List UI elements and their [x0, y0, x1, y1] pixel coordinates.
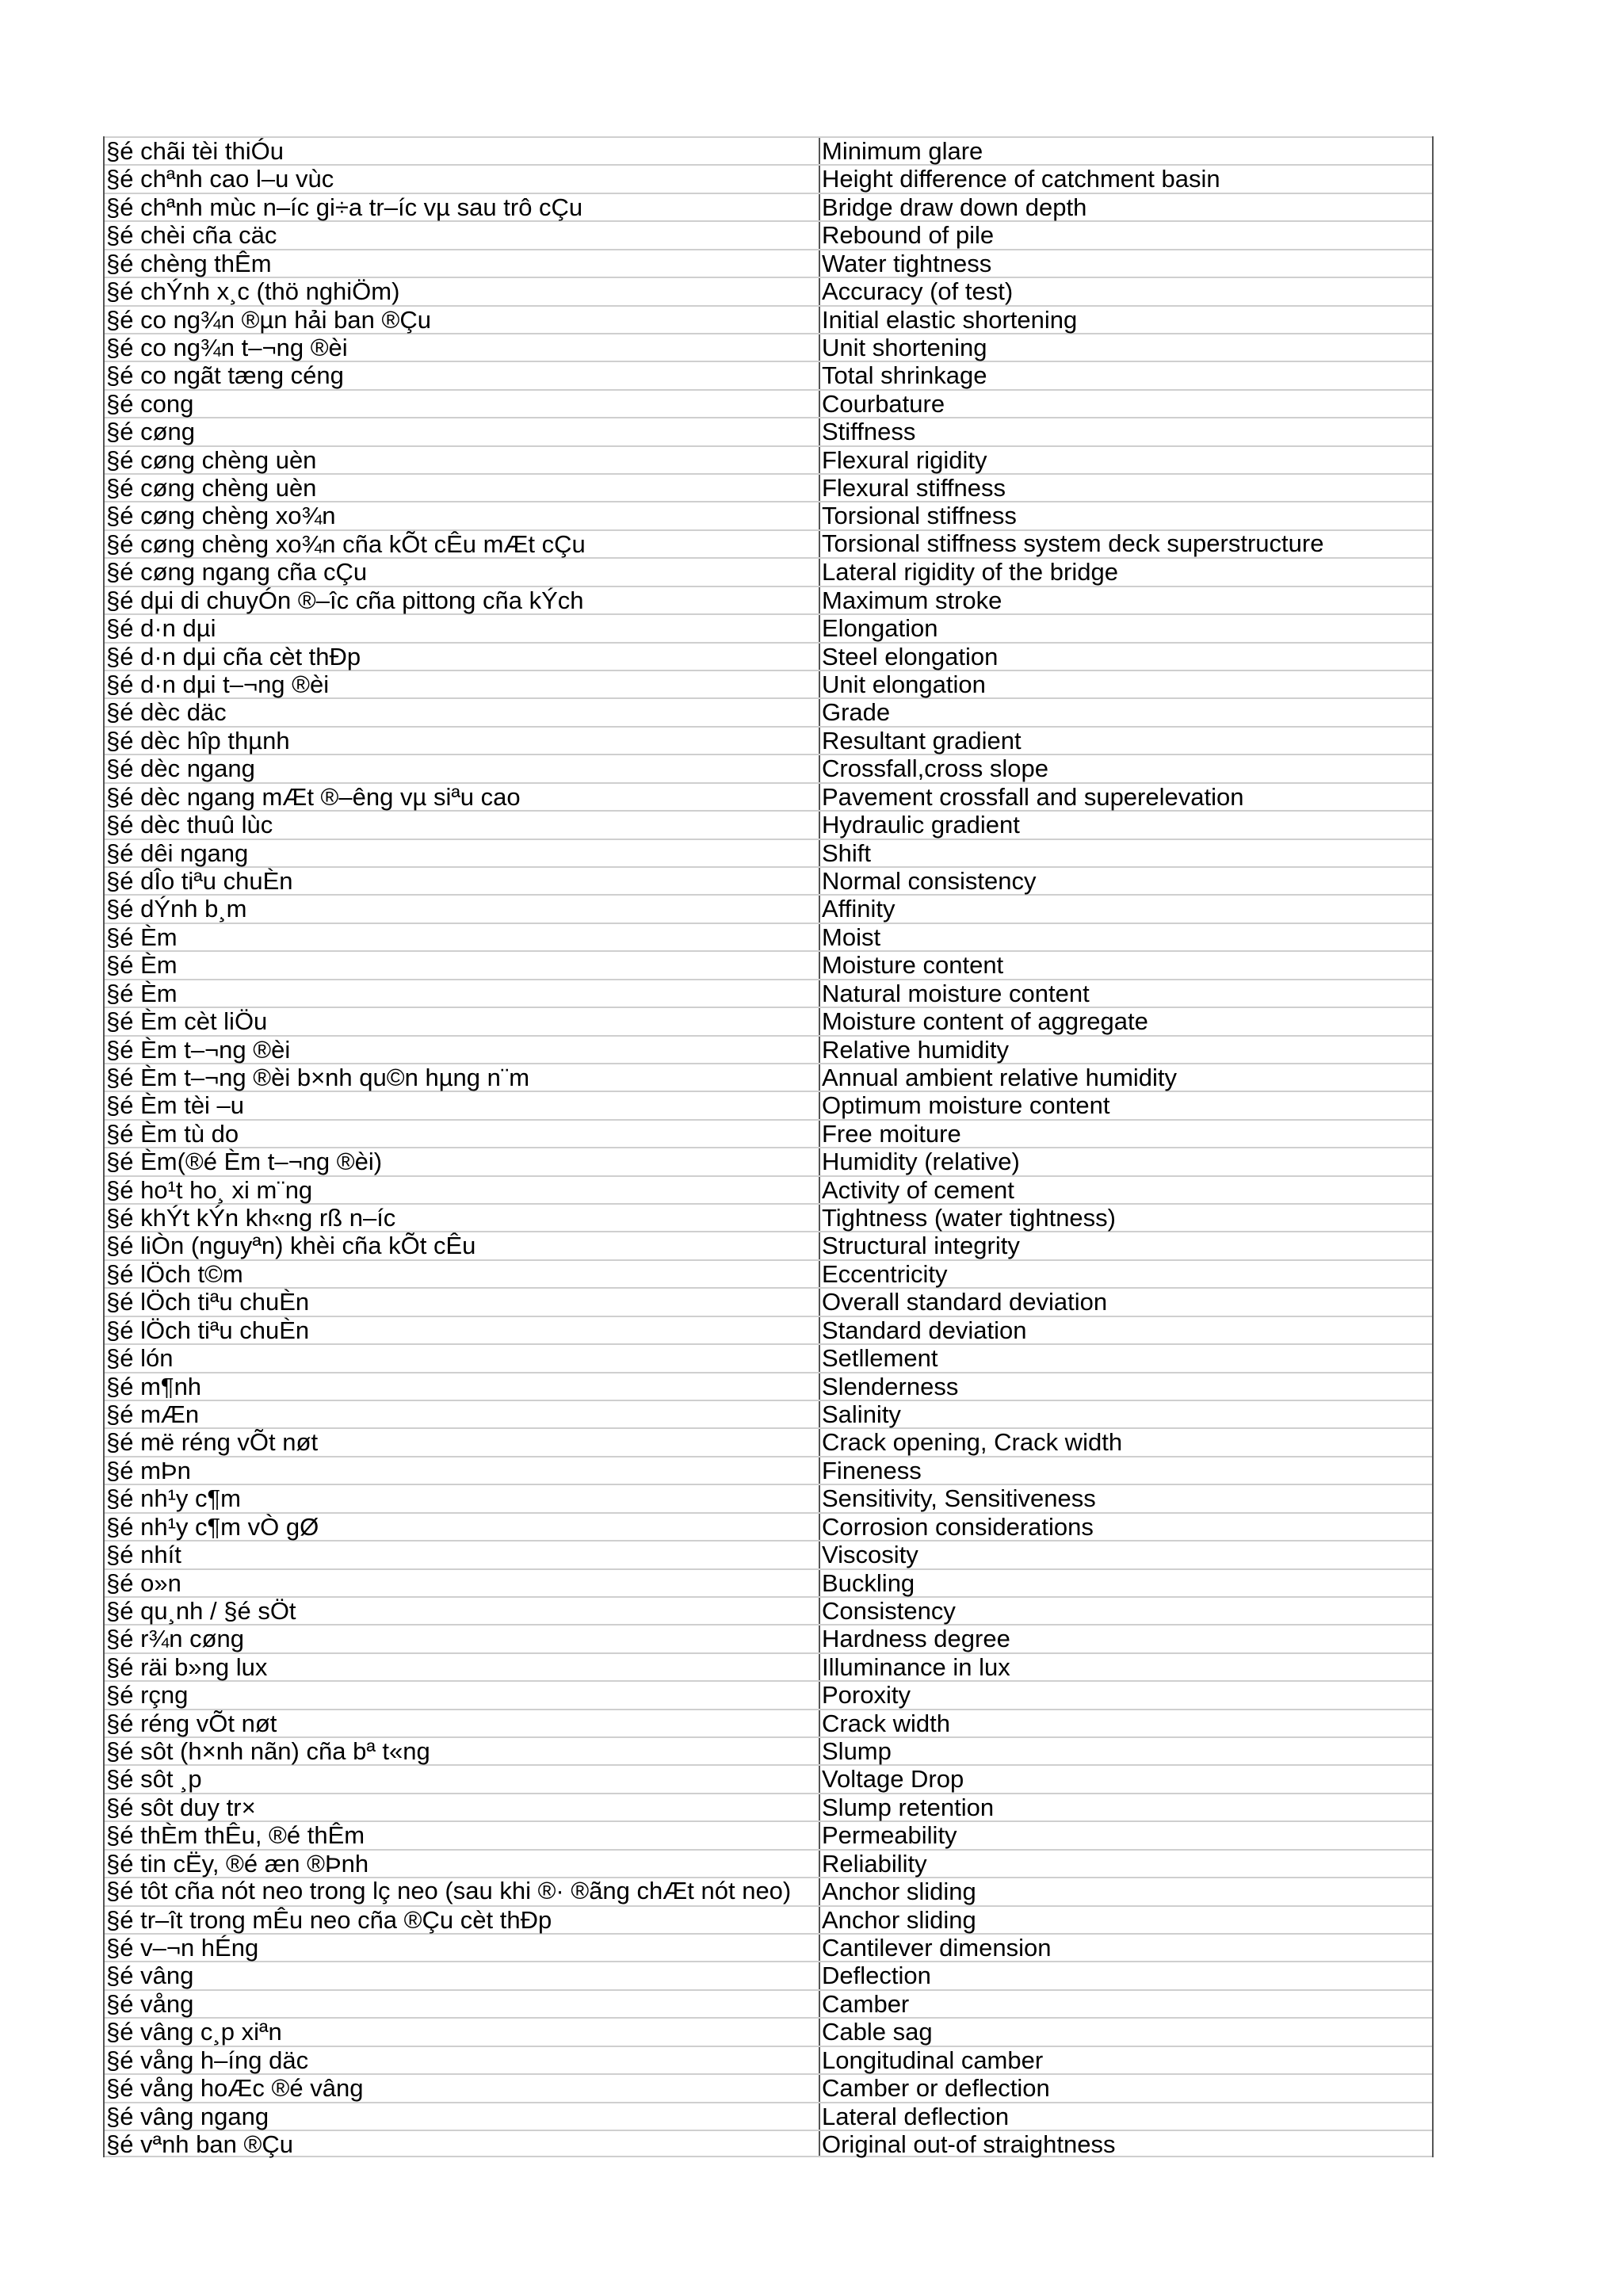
english-term-cell: Water tightness — [822, 249, 992, 277]
table-row — [105, 642, 1432, 670]
english-term-cell: Moist — [822, 923, 881, 951]
table-row — [105, 1568, 1432, 1596]
vietnamese-term-cell: §é dÝnh b¸m — [105, 896, 820, 922]
table-row — [105, 979, 1432, 1007]
english-term-cell: Salinity — [822, 1400, 901, 1428]
vietnamese-term-cell: §é cøng chèng xo¾n — [105, 502, 820, 529]
vietnamese-term-cell: §é dèc ngang mÆt ®–êng vµ siªu cao — [105, 784, 820, 810]
table-row — [105, 866, 1432, 894]
table-row — [105, 1933, 1432, 1961]
english-term-cell: Optimum moisture content — [822, 1091, 1110, 1120]
english-term-cell: Unit elongation — [822, 670, 986, 699]
table-row — [105, 2017, 1432, 2045]
table-row — [105, 1400, 1432, 1427]
vietnamese-term-cell: §é d·n dµi — [105, 615, 820, 641]
english-term-cell: Natural moisture content — [822, 979, 1090, 1007]
vietnamese-term-cell: §é lón — [105, 1345, 820, 1371]
table-row — [105, 1793, 1432, 1820]
table-row — [105, 2130, 1432, 2157]
english-term-cell: Crack width — [822, 1709, 950, 1737]
english-term-cell: Maximum stroke — [822, 586, 1002, 614]
vietnamese-term-cell: §é vång h–íng däc — [105, 2047, 820, 2073]
vietnamese-term-cell: §é sôt duy tr× — [105, 1794, 820, 1820]
table-row — [105, 839, 1432, 866]
english-term-cell: Accuracy (of test) — [822, 277, 1014, 306]
vietnamese-term-cell: §é m¶nh — [105, 1373, 820, 1400]
table-row — [105, 193, 1432, 220]
table-row — [105, 136, 1432, 164]
table-row — [105, 1877, 1432, 1904]
english-term-cell: Poroxity — [822, 1681, 911, 1710]
table-row — [105, 1596, 1432, 1624]
vietnamese-term-cell: §é co ng¾n t–¬ng ®èi — [105, 334, 820, 361]
table-row — [105, 1456, 1432, 1484]
table-row — [105, 1961, 1432, 1988]
english-term-cell: Resultant gradient — [822, 726, 1022, 755]
english-term-cell: Overall standard deviation — [822, 1288, 1108, 1316]
english-term-cell: Free moiture — [822, 1119, 961, 1148]
english-term-cell: Structural integrity — [822, 1232, 1020, 1260]
vietnamese-term-cell: §é qu¸nh / §é sÖt — [105, 1598, 820, 1624]
vietnamese-term-cell: §é cøng chèng xo¾n cña kÕt cÊu mÆt cÇu — [105, 531, 820, 557]
english-term-cell: Reliability — [822, 1849, 927, 1878]
english-term-cell: Hydraulic gradient — [822, 811, 1020, 839]
table-row — [105, 1427, 1432, 1455]
english-term-cell: Rebound of pile — [822, 221, 995, 250]
vietnamese-term-cell: §é khÝt kÝn kh«ng rß n–íc — [105, 1205, 820, 1231]
english-term-cell: Annual ambient relative humidity — [822, 1063, 1178, 1091]
vietnamese-term-cell: §é Èm — [105, 924, 820, 950]
vietnamese-term-cell: §é Èm t–¬ng ®èi b×nh qu©n hµng n¨m — [105, 1064, 820, 1091]
english-term-cell: Total shrinkage — [822, 361, 987, 390]
vietnamese-term-cell: §é nhít — [105, 1541, 820, 1568]
vietnamese-term-cell: §é chèng thÊm — [105, 250, 820, 277]
vietnamese-term-cell: §é lÖch tiªu chuÈn — [105, 1289, 820, 1315]
english-term-cell: Fineness — [822, 1456, 922, 1484]
table-row — [105, 1624, 1432, 1652]
english-term-cell: Crack opening, Crack width — [822, 1428, 1123, 1457]
english-term-cell: Cable sag — [822, 2018, 933, 2046]
english-term-cell: Illuminance in lux — [822, 1652, 1010, 1681]
table-row — [105, 726, 1432, 754]
english-term-cell: Standard deviation — [822, 1316, 1027, 1344]
vietnamese-term-cell: §é thÈm thÊu, ®é thÊm — [105, 1822, 820, 1848]
table-row — [105, 473, 1432, 501]
table-row — [105, 586, 1432, 613]
table-row — [105, 894, 1432, 922]
english-term-cell: Setllement — [822, 1344, 938, 1373]
english-term-cell: Voltage Drop — [822, 1765, 964, 1794]
english-term-cell: Minimum glare — [822, 137, 983, 165]
english-term-cell: Normal consistency — [822, 866, 1037, 895]
vietnamese-term-cell: §é vång — [105, 1991, 820, 2017]
table-row — [105, 782, 1432, 810]
vietnamese-term-cell: §é vâng — [105, 1962, 820, 1988]
vietnamese-term-cell: §é lÖch tiªu chuÈn — [105, 1317, 820, 1343]
table-row — [105, 1035, 1432, 1063]
table-row — [105, 1231, 1432, 1259]
table-row — [105, 950, 1432, 978]
table-row — [105, 445, 1432, 473]
table-row — [105, 1709, 1432, 1736]
english-term-cell: Original out-of straightness — [822, 2130, 1116, 2158]
vietnamese-term-cell: §é më réng vÕt nøt — [105, 1429, 820, 1455]
english-term-cell: Unit shortening — [822, 333, 987, 361]
vietnamese-term-cell: §é dêi ngang — [105, 840, 820, 866]
vietnamese-term-cell: §é cøng — [105, 418, 820, 445]
table-row — [105, 1989, 1432, 2017]
vietnamese-term-cell: §é Èm cèt liÖu — [105, 1008, 820, 1034]
vietnamese-term-cell: §é Èm tèi –u — [105, 1092, 820, 1118]
table-row — [105, 1512, 1432, 1540]
table-row — [105, 389, 1432, 417]
english-term-cell: Height difference of catchment basin — [822, 165, 1220, 193]
english-term-cell: Slump retention — [822, 1793, 995, 1821]
vietnamese-term-cell: §é cøng chèng uèn — [105, 447, 820, 473]
english-term-cell: Slenderness — [822, 1372, 959, 1400]
table-row — [105, 923, 1432, 950]
table-row — [105, 1540, 1432, 1568]
table-row — [105, 1905, 1432, 1933]
table-row — [105, 1091, 1432, 1118]
english-term-cell: Slump — [822, 1737, 892, 1766]
vietnamese-term-cell: §é cong — [105, 391, 820, 417]
vietnamese-term-cell: §é sôt (h×nh nãn) cña bª t«ng — [105, 1738, 820, 1764]
vietnamese-term-cell: §é dèc hîp thµnh — [105, 728, 820, 754]
english-term-cell: Shift — [822, 839, 872, 867]
vietnamese-term-cell: §é Èm t–¬ng ®èi — [105, 1037, 820, 1063]
vietnamese-term-cell: §é r¾n cøng — [105, 1626, 820, 1652]
english-term-cell: Cantilever dimension — [822, 1934, 1052, 1962]
english-term-cell: Humidity (relative) — [822, 1148, 1020, 1176]
vietnamese-term-cell: §é nh¹y c¶m vÒ gØ — [105, 1514, 820, 1540]
table-row — [105, 1063, 1432, 1091]
vietnamese-term-cell: §é o»n — [105, 1570, 820, 1596]
vietnamese-term-cell: §é dÎo tiªu chuÈn — [105, 868, 820, 894]
english-term-cell: Lateral deflection — [822, 2102, 1010, 2130]
vietnamese-term-cell: §é dµi di chuyÓn ®–îc cña pittong cña kÝch — [105, 587, 820, 613]
english-term-cell: Torsional stiffness system deck superstructure — [822, 529, 1324, 557]
table-row — [105, 670, 1432, 697]
english-term-cell: Camber — [822, 1989, 910, 2018]
vietnamese-term-cell: §é d·n dµi t–¬ng ®èi — [105, 671, 820, 697]
vietnamese-term-cell: §é tin cËy, ®é æn ®Þnh — [105, 1851, 820, 1877]
table-row — [105, 249, 1432, 277]
vietnamese-term-cell: §é vång hoÆc ®é vâng — [105, 2075, 820, 2101]
english-term-cell: Permeability — [822, 1821, 957, 1850]
english-term-cell: Consistency — [822, 1596, 956, 1625]
english-term-cell: Anchor sliding — [822, 1905, 976, 1934]
english-term-cell: Flexural stiffness — [822, 474, 1006, 502]
vietnamese-term-cell: §é co ng¾n ®µn hải ban ®Çu — [105, 307, 820, 333]
vietnamese-term-cell: §é nh¹y c¶m — [105, 1485, 820, 1511]
vietnamese-term-cell: §é chªnh cao l–u vùc — [105, 166, 820, 192]
english-term-cell: Viscosity — [822, 1541, 918, 1569]
table-row — [105, 1119, 1432, 1147]
vietnamese-term-cell: §é rçng — [105, 1682, 820, 1708]
table-row — [105, 333, 1432, 361]
vietnamese-term-cell: §é liÒn (nguyªn) khèi cña kÕt cÊu — [105, 1232, 820, 1259]
english-term-cell: Steel elongation — [822, 642, 999, 670]
vietnamese-term-cell: §é cøng chèng uèn — [105, 475, 820, 501]
table-row — [105, 501, 1432, 529]
vietnamese-term-cell: §é chªnh mùc n–íc gi÷a tr–íc vµ sau trô cÇu — [105, 194, 820, 220]
table-row — [105, 277, 1432, 304]
english-term-cell: Bridge draw down depth — [822, 193, 1087, 221]
vietnamese-term-cell: §é co ngãt tæng céng — [105, 362, 820, 388]
table-row — [105, 1764, 1432, 1792]
table-row — [105, 1652, 1432, 1680]
table-row — [105, 2102, 1432, 2130]
english-term-cell: Affinity — [822, 895, 896, 923]
english-term-cell: Flexural rigidity — [822, 445, 987, 474]
vietnamese-term-cell: §é Èm — [105, 980, 820, 1007]
table-row — [105, 754, 1432, 781]
vietnamese-term-cell: §é cøng ngang cña cÇu — [105, 559, 820, 585]
table-row — [105, 164, 1432, 192]
english-term-cell: Relative humidity — [822, 1035, 1010, 1064]
english-term-cell: Hardness degree — [822, 1625, 1010, 1653]
table-row — [105, 2046, 1432, 2073]
vietnamese-term-cell: §é Èm — [105, 952, 820, 978]
vietnamese-term-cell: §é mÆn — [105, 1401, 820, 1427]
english-term-cell: Moisture content — [822, 951, 1004, 980]
table-row — [105, 1316, 1432, 1343]
english-term-cell: Deflection — [822, 1962, 931, 1990]
english-term-cell: Elongation — [822, 614, 938, 643]
table-row — [105, 697, 1432, 725]
english-term-cell: Initial elastic shortening — [822, 305, 1078, 334]
english-term-cell: Eccentricity — [822, 1259, 948, 1288]
vietnamese-term-cell: §é vâng ngang — [105, 2103, 820, 2130]
vietnamese-term-cell: §é sôt ¸p — [105, 1766, 820, 1792]
vietnamese-term-cell: §é ho¹t ho¸ xi m¨ng — [105, 1177, 820, 1203]
vietnamese-term-cell: §é dèc ngang — [105, 755, 820, 781]
table-row — [105, 361, 1432, 388]
vietnamese-term-cell: §é d·n dµi cña cèt thÐp — [105, 644, 820, 670]
table-row — [105, 1372, 1432, 1400]
english-term-cell: Anchor sliding — [822, 1878, 976, 1906]
english-term-cell: Moisture content of aggregate — [822, 1007, 1148, 1036]
table-row — [105, 1680, 1432, 1708]
table-row — [105, 1147, 1432, 1175]
vietnamese-term-cell: §é tr–ît trong mÊu neo cña ®Çu cèt thÐp — [105, 1907, 820, 1933]
vietnamese-term-cell: §é dèc thuû lùc — [105, 812, 820, 838]
vietnamese-term-cell: §é Èm tù do — [105, 1121, 820, 1147]
english-term-cell: Buckling — [822, 1568, 915, 1597]
vietnamese-term-cell: §é chÝnh x¸c (thö nghiÖm) — [105, 278, 820, 304]
vietnamese-term-cell: §é réng vÕt nøt — [105, 1710, 820, 1736]
english-term-cell: Crossfall,cross slope — [822, 755, 1048, 783]
table-row — [105, 1736, 1432, 1764]
english-term-cell: Corrosion considerations — [822, 1512, 1094, 1541]
table-row — [105, 1820, 1432, 1848]
table-row — [105, 1343, 1432, 1371]
vietnamese-term-cell: §é chèi cña cäc — [105, 222, 820, 248]
table-row — [105, 1007, 1432, 1034]
vietnamese-term-cell: §é Èm(®é Èm t–¬ng ®èi) — [105, 1148, 820, 1175]
vietnamese-term-cell: §é lÖch t©m — [105, 1261, 820, 1287]
table-row — [105, 810, 1432, 838]
vietnamese-term-cell: §é räi b»ng lux — [105, 1654, 820, 1680]
table-row — [105, 1203, 1432, 1231]
table-row — [105, 529, 1432, 557]
vietnamese-term-cell: §é tôt cña nót neo trong lç neo (sau khi ®· ®ãng chÆt nót neo) — [105, 1878, 820, 1904]
table-row — [105, 1259, 1432, 1287]
table-row — [105, 1849, 1432, 1877]
glossary-table — [103, 136, 1434, 2157]
table-row — [105, 305, 1432, 333]
english-term-cell: Tightness (water tightness) — [822, 1204, 1117, 1232]
vietnamese-term-cell: §é v–¬n hÉng — [105, 1935, 820, 1961]
table-row — [105, 613, 1432, 641]
vietnamese-term-cell: §é vâng c¸p xiªn — [105, 2019, 820, 2045]
vietnamese-term-cell: §é vªnh ban ®Çu — [105, 2131, 820, 2156]
table-row — [105, 557, 1432, 585]
english-term-cell: Sensitivity, Sensitiveness — [822, 1484, 1096, 1513]
english-term-cell: Longitudinal camber — [822, 2046, 1044, 2074]
table-row — [105, 220, 1432, 248]
table-row — [105, 2073, 1432, 2101]
english-term-cell: Pavement crossfall and superelevation — [822, 782, 1244, 811]
english-term-cell: Grade — [822, 698, 891, 727]
vietnamese-term-cell: §é mÞn — [105, 1457, 820, 1484]
english-term-cell: Courbature — [822, 389, 945, 418]
english-term-cell: Stiffness — [822, 418, 916, 446]
english-term-cell: Activity of cement — [822, 1175, 1014, 1204]
vietnamese-term-cell: §é dèc däc — [105, 699, 820, 725]
table-row — [105, 1484, 1432, 1511]
table-row — [105, 1287, 1432, 1315]
table-row — [105, 1175, 1432, 1203]
vietnamese-term-cell: §é chãi tèi thiÓu — [105, 138, 820, 164]
english-term-cell: Lateral rigidity of the bridge — [822, 558, 1118, 586]
table-row — [105, 417, 1432, 445]
english-term-cell: Torsional stiffness — [822, 502, 1017, 530]
english-term-cell: Camber or deflection — [822, 2074, 1050, 2103]
